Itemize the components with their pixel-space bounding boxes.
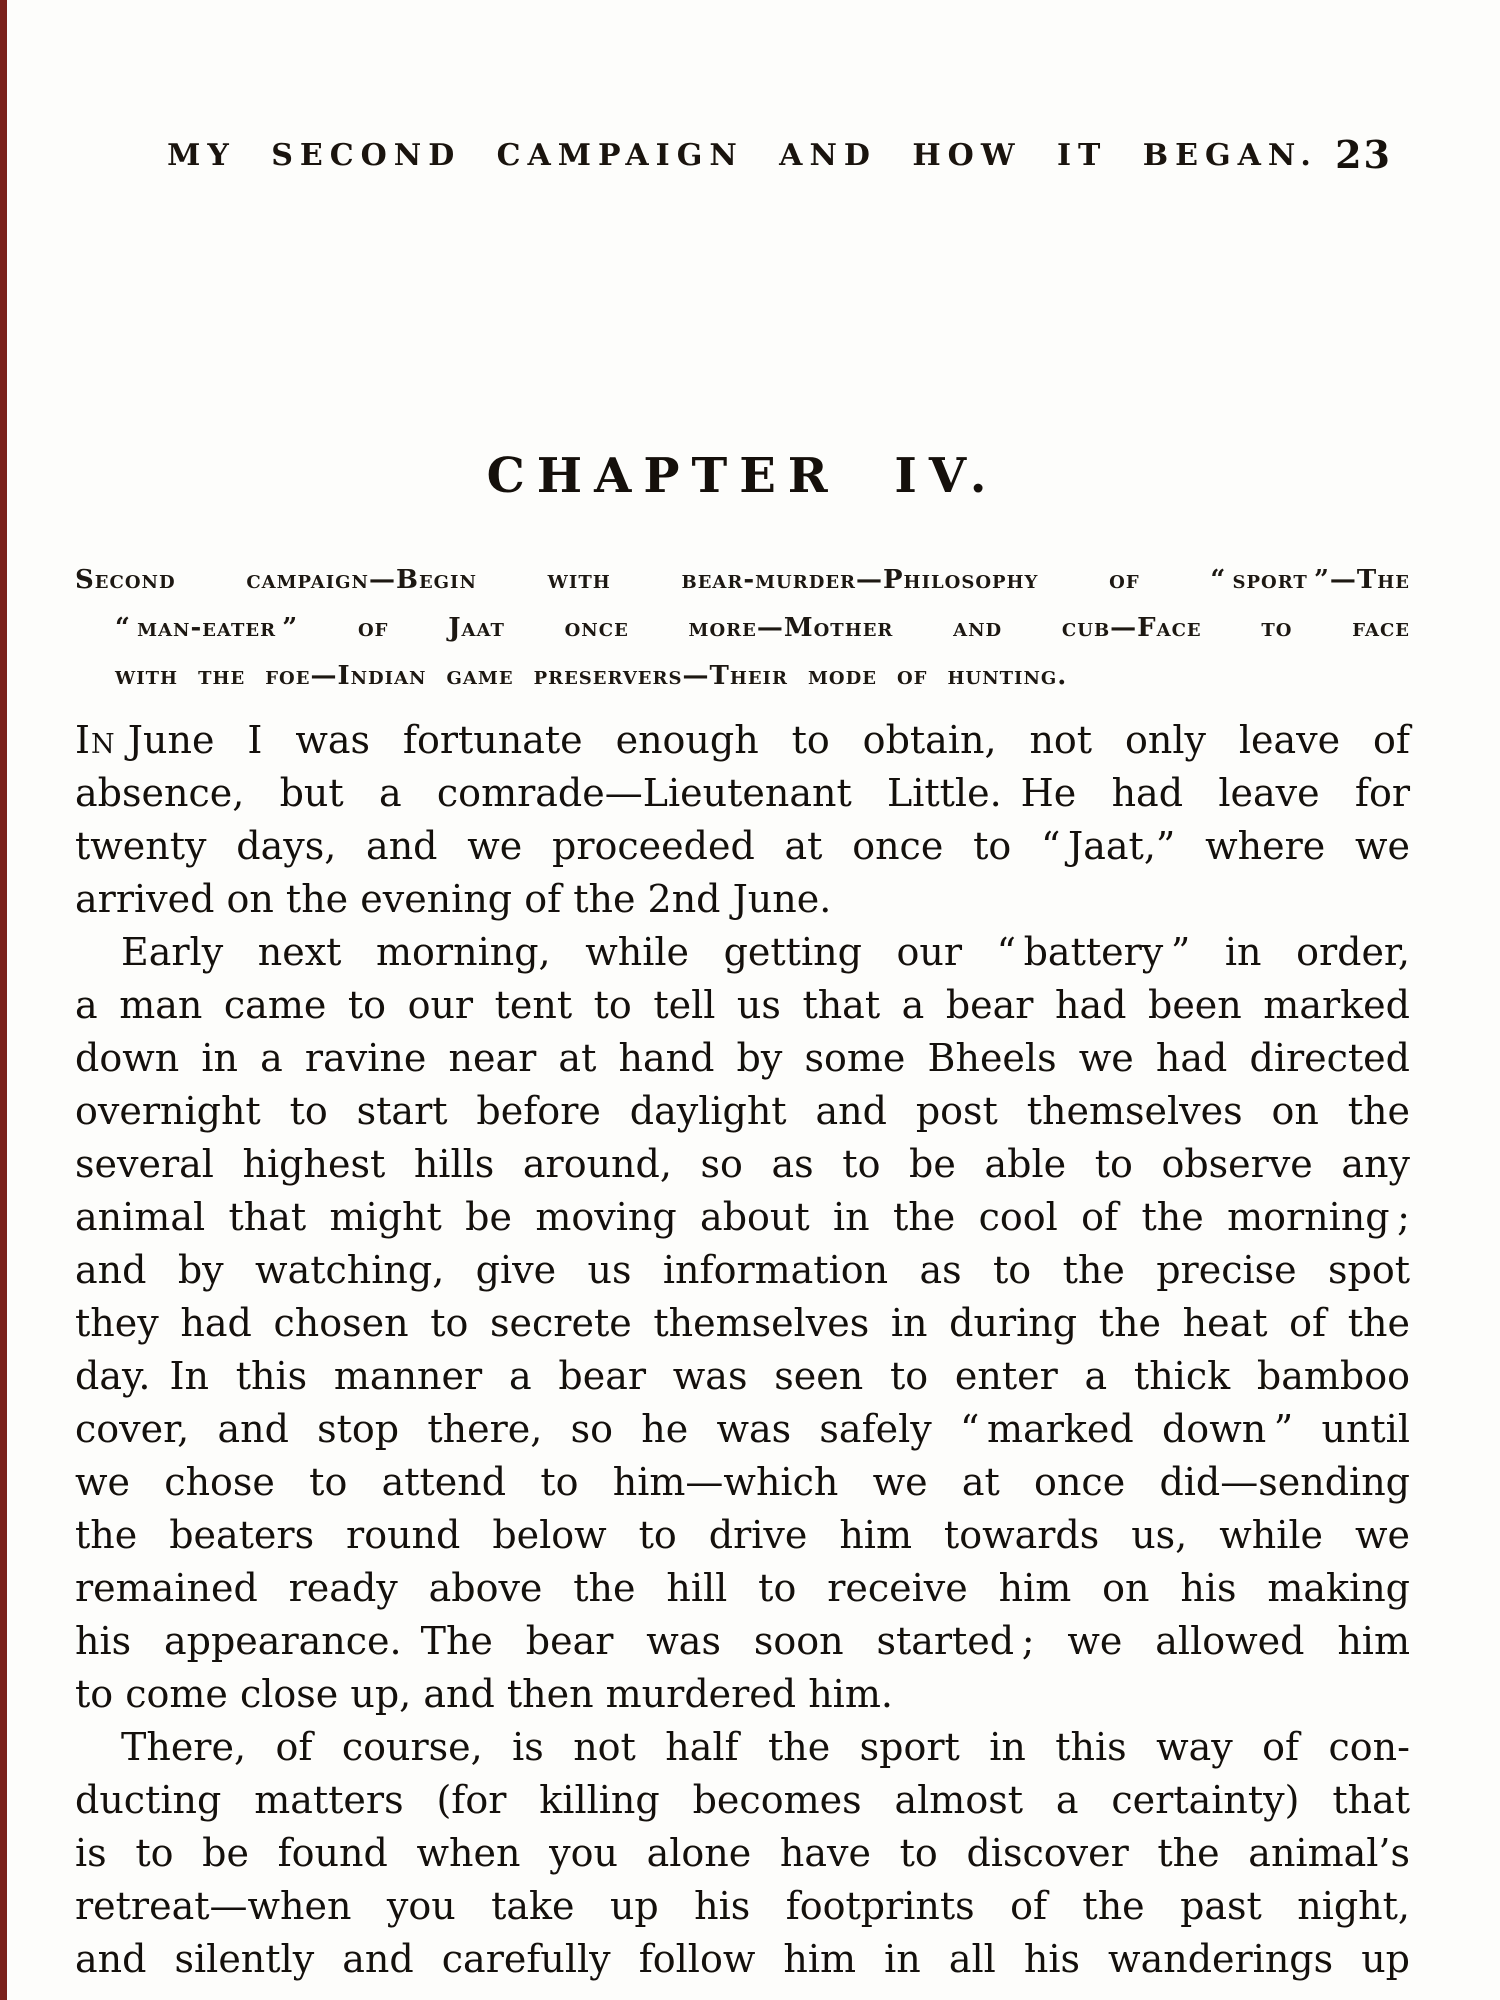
body-line: Early next morning, while getting our “ battery ” in order, [121, 930, 1410, 974]
body-line: remained ready above the hill to receive him on his making [75, 1566, 1410, 1610]
running-head [75, 132, 1410, 188]
body-line: day. In this manner a bear was seen to enter a thick bamboo [75, 1354, 1410, 1398]
body-line: animal that might be moving about in the cool of the morning ; [75, 1195, 1410, 1239]
body-line: absence, but a comrade—Lieutenant Little. He had leave for [75, 771, 1410, 815]
running-title: MY SECOND CAMPAIGN AND HOW IT BEGAN. [167, 138, 1318, 173]
body-line: the beaters round below to drive him towards us, while we [75, 1513, 1410, 1557]
body-line: overnight to start before daylight and post themselves on the [75, 1089, 1410, 1133]
body-line: several highest hills around, so as to be able to observe any [75, 1142, 1410, 1186]
body-line: down in a ravine near at hand by some Bheels we had directed [75, 1036, 1410, 1080]
body-line: we chose to attend to him—which we at once did—sending [75, 1460, 1410, 1504]
body-line: and silently and carefully follow him in all his wanderings up [75, 1937, 1410, 1981]
page-number: 23 [1335, 132, 1392, 177]
body-line: is to be found when you alone have to discover the animal’s [75, 1831, 1410, 1875]
paragraph [75, 926, 1410, 1721]
paragraph-lead: In [75, 718, 116, 762]
summary-line: Second campaign—Begin with bear-murder—Philosophy of “ sport ”—The [75, 565, 1410, 595]
body-line: arrived on the evening of the 2nd June. [75, 877, 832, 921]
summary-line: with the foe—Indian game preservers—Their mode of hunting. [115, 661, 1068, 691]
body-line: ducting matters (for killing becomes almost a certainty) that [75, 1778, 1410, 1822]
body-line: they had chosen to secrete themselves in during the heat of the [75, 1301, 1410, 1345]
chapter-heading: CHAPTER IV. [486, 448, 999, 504]
body-line: retreat—when you take up his footprints of the past night, [75, 1884, 1410, 1928]
body-line: cover, and stop there, so he was safely “ marked down ” until [75, 1407, 1410, 1451]
summary-line: “ man-eater ” of Jaat once more—Mother and cub—Face to face [115, 613, 1410, 643]
body-line: twenty days, and we proceeded at once to “ Jaat,” where we [75, 824, 1410, 868]
body-line: his appearance. The bear was soon started ; we allowed him [75, 1619, 1410, 1663]
paragraph [75, 1721, 1410, 1986]
body-text [75, 714, 1410, 1986]
body-line [75, 714, 1410, 767]
body-line: to come close up, and then murdered him. [75, 1672, 893, 1716]
body-line: There, of course, is not half the sport in this way of con- [121, 1725, 1410, 1769]
body-line: and by watching, give us information as to the precise spot [75, 1248, 1410, 1292]
chapter-summary [75, 556, 1410, 700]
paragraph [75, 714, 1410, 926]
body-line-text: June I was fortunate enough to obtain, not only leave of [127, 718, 1410, 762]
body-line: a man came to our tent to tell us that a bear had been marked [75, 983, 1410, 1027]
scan-edge-artifact [0, 0, 7, 2000]
